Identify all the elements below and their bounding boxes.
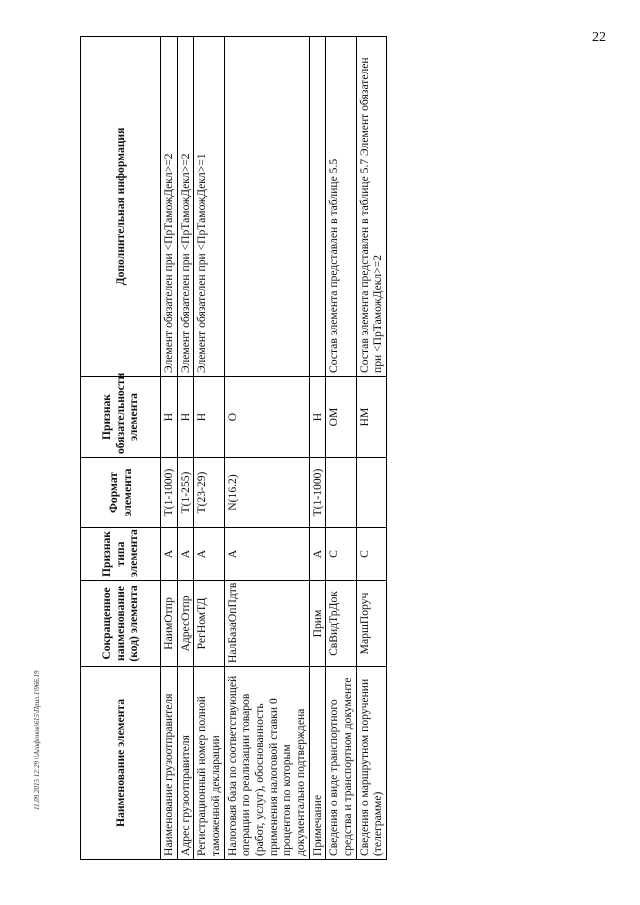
header-name: Наименование элемента — [81, 667, 161, 860]
cell-name: Сведения о маршрутном поручении (телеграмме) — [356, 667, 386, 860]
table-row — [356, 37, 386, 860]
cell-required: Н — [194, 377, 224, 458]
cell-format: T(23-29) — [194, 458, 224, 528]
header-format: Формат элемента — [81, 458, 161, 528]
cell-code: СвВидТрДок — [326, 581, 356, 667]
cell-type: А — [177, 528, 194, 581]
cell-format: T(1-1000) — [161, 458, 178, 528]
cell-required: Н — [161, 377, 178, 458]
table-header-row — [81, 37, 161, 860]
page-number: 22 — [592, 30, 606, 45]
cell-info: Состав элемента представлен в таблице 5.7 Элемент обязателен при <ПрТаможДекл>=2 — [356, 37, 386, 377]
cell-code: НаимОтпр — [161, 581, 178, 667]
cell-name: Примечание — [309, 667, 326, 860]
cell-type: А — [309, 528, 326, 581]
cell-name: Наименование грузоотправителя — [161, 667, 178, 860]
cell-required: НМ — [356, 377, 386, 458]
cell-required: Н — [177, 377, 194, 458]
cell-info: Элемент обязателен при <ПрТаможДекл>=2 — [177, 37, 194, 377]
header-info: Дополнительная информация — [81, 37, 161, 377]
cell-info: Состав элемента представлен в таблице 5.5 — [326, 37, 356, 377]
table-row — [177, 37, 194, 860]
cell-info: Элемент обязателен при <ПрТаможДекл>=1 — [194, 37, 224, 377]
cell-format — [326, 458, 356, 528]
cell-code: РегНомТД — [194, 581, 224, 667]
cell-type: А — [224, 528, 309, 581]
cell-type: А — [161, 528, 178, 581]
cell-name: Налоговая база по соответствующей операции по реализации товаров (работ, услуг), обоснованность применения налоговой ставки 0 процентов по которым документально подтверждена — [224, 667, 309, 860]
cell-type: А — [194, 528, 224, 581]
cell-info — [224, 37, 309, 377]
table-row — [194, 37, 224, 860]
header-code: Сокращенное наименование (код) элемента — [81, 581, 161, 667]
cell-type: С — [356, 528, 386, 581]
header-type: Признак типа элемента — [81, 528, 161, 581]
cell-name: Сведения о виде транспортного средства и транспортном документе — [326, 667, 356, 860]
cell-info: Элемент обязателен при <ПрТаможДекл>=2 — [161, 37, 178, 377]
cell-code: Прим — [309, 581, 326, 667]
cell-code: АдресОтпр — [177, 581, 194, 667]
table-row — [309, 37, 326, 860]
rotated-table-area — [80, 37, 385, 860]
table-row — [326, 37, 356, 860]
header-required: Признак обязательности элемента — [81, 377, 161, 458]
cell-format: T(1-1000) — [309, 458, 326, 528]
table-row — [224, 37, 309, 860]
elements-table — [80, 36, 387, 860]
table-container — [80, 37, 385, 860]
cell-code: МаршПоруч — [356, 581, 386, 667]
file-stamp: 11.09.2015 12:29 \\Агафонов\615\Прил.1\966.19 — [33, 670, 41, 810]
cell-name: Регистрационный номер полной таможенной декларации — [194, 667, 224, 860]
cell-format: T(1-255) — [177, 458, 194, 528]
cell-format — [356, 458, 386, 528]
cell-code: НалБазаОпПдтв — [224, 581, 309, 667]
cell-required: Н — [309, 377, 326, 458]
table-row — [161, 37, 178, 860]
cell-required: О — [224, 377, 309, 458]
cell-name: Адрес грузоотправителя — [177, 667, 194, 860]
cell-required: ОМ — [326, 377, 356, 458]
cell-type: С — [326, 528, 356, 581]
cell-format: N(16.2) — [224, 458, 309, 528]
cell-info — [309, 37, 326, 377]
